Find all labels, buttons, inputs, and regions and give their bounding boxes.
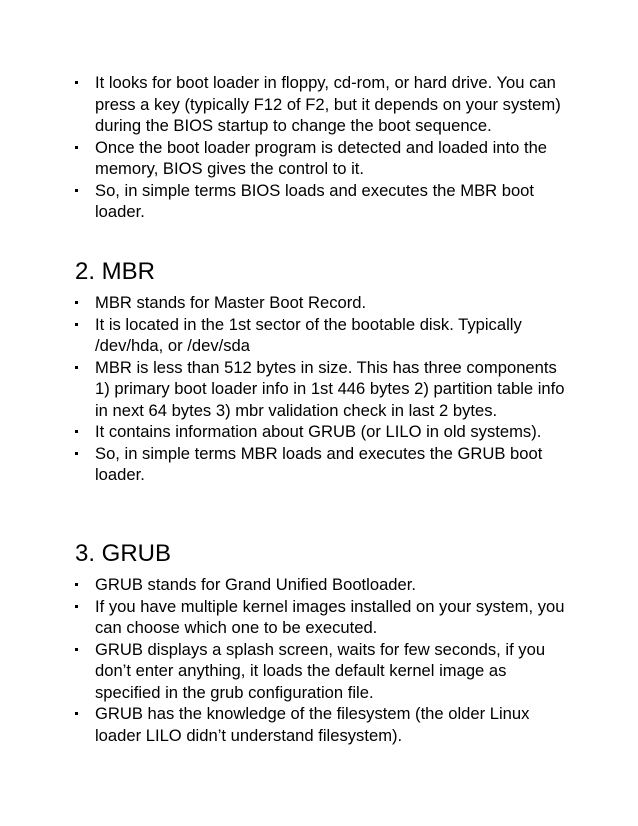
bullet-item: If you have multiple kernel images installed on your system, you can choose which one to be executed. <box>75 596 575 639</box>
grub-heading: 3. GRUB <box>75 540 172 567</box>
bullet-item: So, in simple terms BIOS loads and executes the MBR boot loader. <box>75 180 575 223</box>
bullet-item: MBR is less than 512 bytes in size. This has three components 1) primary boot loader info in 1st 446 bytes 2) partition table info in next 64 bytes 3) mbr validation check in last 2 bytes. <box>75 357 575 422</box>
bullet-item: GRUB has the knowledge of the filesystem (the older Linux loader LILO didn’t understand filesystem). <box>75 703 575 746</box>
bios-bullet-list <box>75 72 575 223</box>
mbr-heading: 2. MBR <box>75 258 156 285</box>
bullet-item: Once the boot loader program is detected and loaded into the memory, BIOS gives the control to it. <box>75 137 575 180</box>
grub-bullet-list <box>75 574 575 746</box>
bullet-item: MBR stands for Master Boot Record. <box>75 292 575 314</box>
bullet-item: It is located in the 1st sector of the bootable disk. Typically /dev/hda, or /dev/sda <box>75 314 575 357</box>
bullet-item: It contains information about GRUB (or LILO in old systems). <box>75 421 575 443</box>
mbr-bullet-list <box>75 292 575 486</box>
bullet-item: It looks for boot loader in floppy, cd-rom, or hard drive. You can press a key (typically F12 of F2, but it depends on your system) during the BIOS startup to change the boot sequence. <box>75 72 575 137</box>
bullet-item: So, in simple terms MBR loads and executes the GRUB boot loader. <box>75 443 575 486</box>
bullet-item: GRUB displays a splash screen, waits for few seconds, if you don’t enter anything, it loads the default kernel image as specified in the grub configuration file. <box>75 639 575 704</box>
bullet-item: GRUB stands for Grand Unified Bootloader. <box>75 574 575 596</box>
